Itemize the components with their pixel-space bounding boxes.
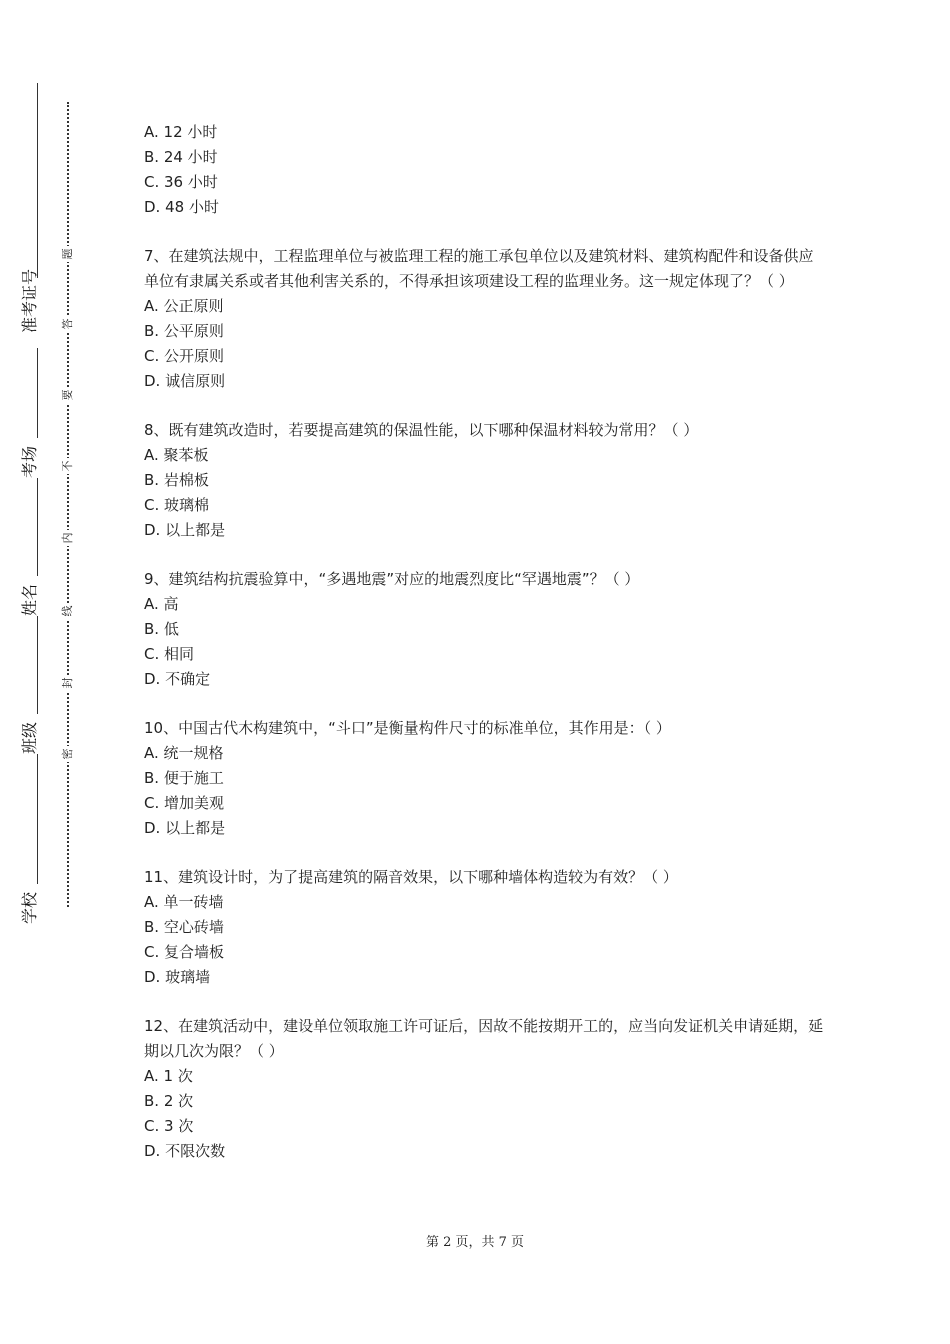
question-stem: 12、在建筑活动中，建设单位领取施工许可证后，因故不能按期开工的，应当向发证机关申请延期，延期以几次为限？（ ）: [144, 1017, 824, 1060]
seal-char: 题: [60, 246, 76, 262]
option-d: D. 以上都是: [144, 819, 226, 837]
option-c: C. 3 次: [144, 1117, 194, 1135]
seal-char: 封: [60, 675, 76, 691]
option-c: C. 公开原则: [144, 347, 225, 365]
question-8: [144, 418, 824, 543]
school-label: 学校: [20, 891, 39, 924]
question-12: [144, 1014, 824, 1164]
question-stem: 11、建筑设计时，为了提高建筑的隔音效果，以下哪种墙体构造较为有效？（ ）: [144, 868, 678, 886]
option-a: A. 高: [144, 595, 179, 613]
option-a: A. 统一规格: [144, 744, 224, 762]
option-a: A. 1 次: [144, 1067, 193, 1085]
exam-room-label: 考场: [20, 445, 39, 478]
seal-char: 不: [60, 458, 76, 474]
option-b: B. 公平原则: [144, 322, 224, 340]
question-stem: 9、建筑结构抗震验算中，“多遇地震”对应的地震烈度比“罕遇地震”？（ ）: [144, 570, 640, 588]
option-d: D. 诚信原则: [144, 372, 226, 390]
option-d: D. 48 小时: [144, 198, 219, 216]
option-a: A. 12 小时: [144, 123, 218, 141]
option-a: A. 公正原则: [144, 297, 224, 315]
option-b: B. 24 小时: [144, 148, 218, 166]
option-c: C. 相同: [144, 645, 195, 663]
seal-char: 答: [60, 316, 76, 332]
name-label: 姓名: [20, 583, 39, 616]
option-b: B. 便于施工: [144, 769, 224, 787]
question-stem: 7、在建筑法规中，工程监理单位与被监理工程的施工承包单位以及建筑材料、建筑构配件和设备供应单位有隶属关系或者其他利害关系的，不得承担该项建设工程的监理业务。这一规定体现了？（ ）: [144, 247, 814, 290]
question-7: [144, 244, 824, 394]
page-number-footer: 第 2 页，共 7 页: [425, 1235, 525, 1250]
option-d: D. 以上都是: [144, 521, 226, 539]
exam-content: [144, 120, 824, 1188]
option-a: A. 单一砖墙: [144, 893, 224, 911]
option-c: C. 增加美观: [144, 794, 225, 812]
exam-id-label: 准考证号: [20, 268, 39, 333]
class-label: 班级: [20, 721, 39, 754]
seal-dotted-line: [67, 102, 69, 907]
option-c: C. 玻璃棉: [144, 496, 210, 514]
seal-char: 线: [60, 603, 76, 619]
option-d: D. 玻璃墙: [144, 968, 211, 986]
binding-solid-line: [37, 83, 38, 913]
option-a: A. 聚苯板: [144, 446, 209, 464]
question-11: [144, 865, 824, 990]
option-b: B. 空心砖墙: [144, 918, 224, 936]
option-b: B. 岩棉板: [144, 471, 209, 489]
question-10: [144, 716, 824, 841]
option-d: D. 不限次数: [144, 1142, 226, 1160]
seal-char: 密: [60, 746, 76, 762]
option-b: B. 2 次: [144, 1092, 194, 1110]
question-stem: 8、既有建筑改造时，若要提高建筑的保温性能，以下哪种保温材料较为常用？（ ）: [144, 421, 699, 439]
question-stem: 10、中国古代木构建筑中，“斗口”是衡量构件尺寸的标准单位，其作用是：（ ）: [144, 719, 671, 737]
seal-char: 内: [60, 530, 76, 546]
option-c: C. 复合墙板: [144, 943, 225, 961]
question-9: [144, 567, 824, 692]
prev-question-options: [144, 120, 824, 220]
seal-char: 要: [60, 387, 76, 403]
option-c: C. 36 小时: [144, 173, 218, 191]
option-d: D. 不确定: [144, 670, 211, 688]
option-b: B. 低: [144, 620, 179, 638]
binding-margin: [0, 0, 74, 1344]
